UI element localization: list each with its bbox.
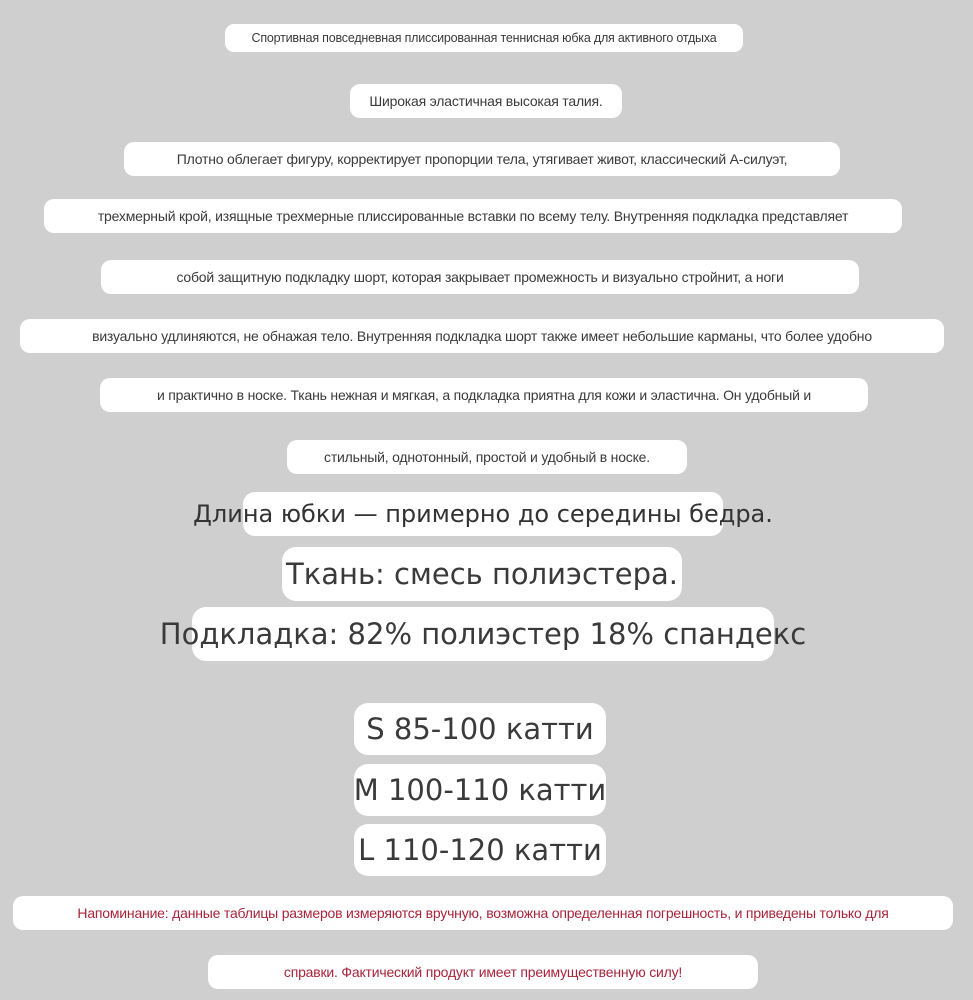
- description-line-3: собой защитную подкладку шорт, которая закрывает промежность и визуально стройнит, а ноги: [101, 260, 859, 294]
- size-m: M 100-110 катти: [354, 764, 606, 816]
- notice-line-1: Напоминание: данные таблицы размеров измеряются вручную, возможна определенная погрешность, и приведены только для: [13, 896, 953, 930]
- description-line-4: визуально удлиняются, не обнажая тело. Внутренняя подкладка шорт также имеет небольшие карманы, что более удобно: [20, 319, 944, 353]
- skirt-length: Длина юбки — примерно до середины бедра.: [243, 492, 723, 536]
- description-line-6: стильный, однотонный, простой и удобный в носке.: [287, 440, 687, 474]
- description-line-2: трехмерный крой, изящные трехмерные плиссированные вставки по всему телу. Внутренняя подкладка представляет: [44, 199, 902, 233]
- description-line-1: Плотно облегает фигуру, корректирует пропорции тела, утягивает живот, классический А-силуэт,: [124, 142, 840, 176]
- lining-composition: Подкладка: 82% полиэстер 18% спандекс: [192, 607, 774, 661]
- fabric-composition: Ткань: смесь полиэстера.: [282, 547, 682, 601]
- size-l: L 110-120 катти: [354, 824, 606, 876]
- waist-line: Широкая эластичная высокая талия.: [350, 84, 622, 118]
- size-s: S 85-100 катти: [354, 703, 606, 755]
- notice-line-2: справки. Фактический продукт имеет преимущественную силу!: [208, 955, 758, 989]
- description-line-5: и практично в носке. Ткань нежная и мягкая, а подкладка приятна для кожи и эластична. Он удобный и: [100, 378, 868, 412]
- product-title: Спортивная повседневная плиссированная теннисная юбка для активного отдыха: [225, 24, 743, 52]
